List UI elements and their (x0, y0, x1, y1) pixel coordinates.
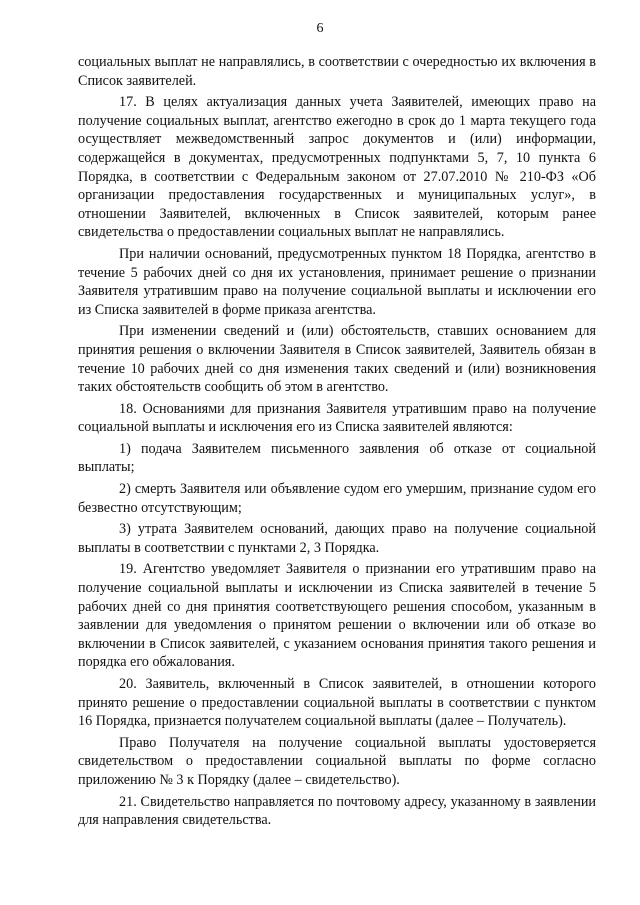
paragraph-18-item-3: 3) утрата Заявителем оснований, дающих право на получение социальной выплаты в соответствии с пунктами 2, 3 Порядка. (78, 521, 596, 556)
paragraph-17: 17. В целях актуализация данных учета Заявителей, имеющих право на получение социальных выплат, агентство ежегодно в срок до 1 марта текущего года осуществляет межведомственный запрос документов и (или) информации, содержащейся в документах, предусмотренных подпунктами 5, 7, 10 пункта 6 Порядка, в соответствии с Федеральным законом от 27.07.2010 № 210-ФЗ «Об организации предоставления государственных и муниципальных услуг», в отношении Заявителей, включенных в Список заявителей, которым ранее свидетельства о предоставлении социальных выплат не направлялись. (78, 94, 596, 241)
paragraph-20-certificate: Право Получателя на получение социальной выплаты удостоверяется свидетельством о предоставлении социальной выплаты по форме согласно приложению № 3 к Порядку (далее – свидетельство). (78, 734, 596, 788)
paragraph-21: 21. Свидетельство направляется по почтовому адресу, указанному в заявлении для направления свидетельства. (78, 793, 596, 829)
paragraph-19: 19. Агентство уведомляет Заявителя о признании его утратившим право на получение социальной выплаты и исключении из Списка заявителей в течение 5 рабочих дней со дня принятия соответствующего решения способом, указанным в заявлении для уведомления о принятом решении о включении или об отказе во включении в Список заявителей, с указанием основания принятия такого решения и порядка его обжалования. (78, 561, 596, 671)
page-number: 6 (316, 21, 324, 36)
paragraph-18: 18. Основаниями для признания Заявителя утратившим право на получение социальной выплаты и исключения его из Списка заявителей являются: (78, 400, 596, 436)
paragraph-17-grounds: При наличии оснований, предусмотренных пунктом 18 Порядка, агентство в течение 5 рабочих дней со дня их установления, принимает решение о признании Заявителя утратившим право на получение социальной выплаты и исключении его из Списка заявителей в форме приказа агентства. (78, 245, 596, 318)
paragraph-continuation: социальных выплат не направлялись, в соответствии с очередностью их включения в Список заявителей. (78, 54, 596, 89)
paragraph-18-item-1: 1) подача Заявителем письменного заявления об отказе от социальной выплаты; (78, 440, 596, 476)
paragraph-18-item-2: 2) смерть Заявителя или объявление судом его умершим, признание судом его безвестно отсутствующим; (78, 481, 596, 516)
paragraph-17-changes: При изменении сведений и (или) обстоятельств, ставших основанием для принятия решения о включении Заявителя в Список заявителей, Заявитель обязан в течение 10 рабочих дней со дня изменения таких сведений и (или) возникновения таких обстоятельств сообщить об этом в агентство. (78, 323, 596, 396)
document-body (78, 53, 596, 833)
paragraph-20: 20. Заявитель, включенный в Список заявителей, в отношении которого принято решение о предоставлении социальной выплаты в соответствии с пунктом 16 Порядка, признается получателем социальной выплаты (далее – Получатель). (78, 676, 596, 730)
